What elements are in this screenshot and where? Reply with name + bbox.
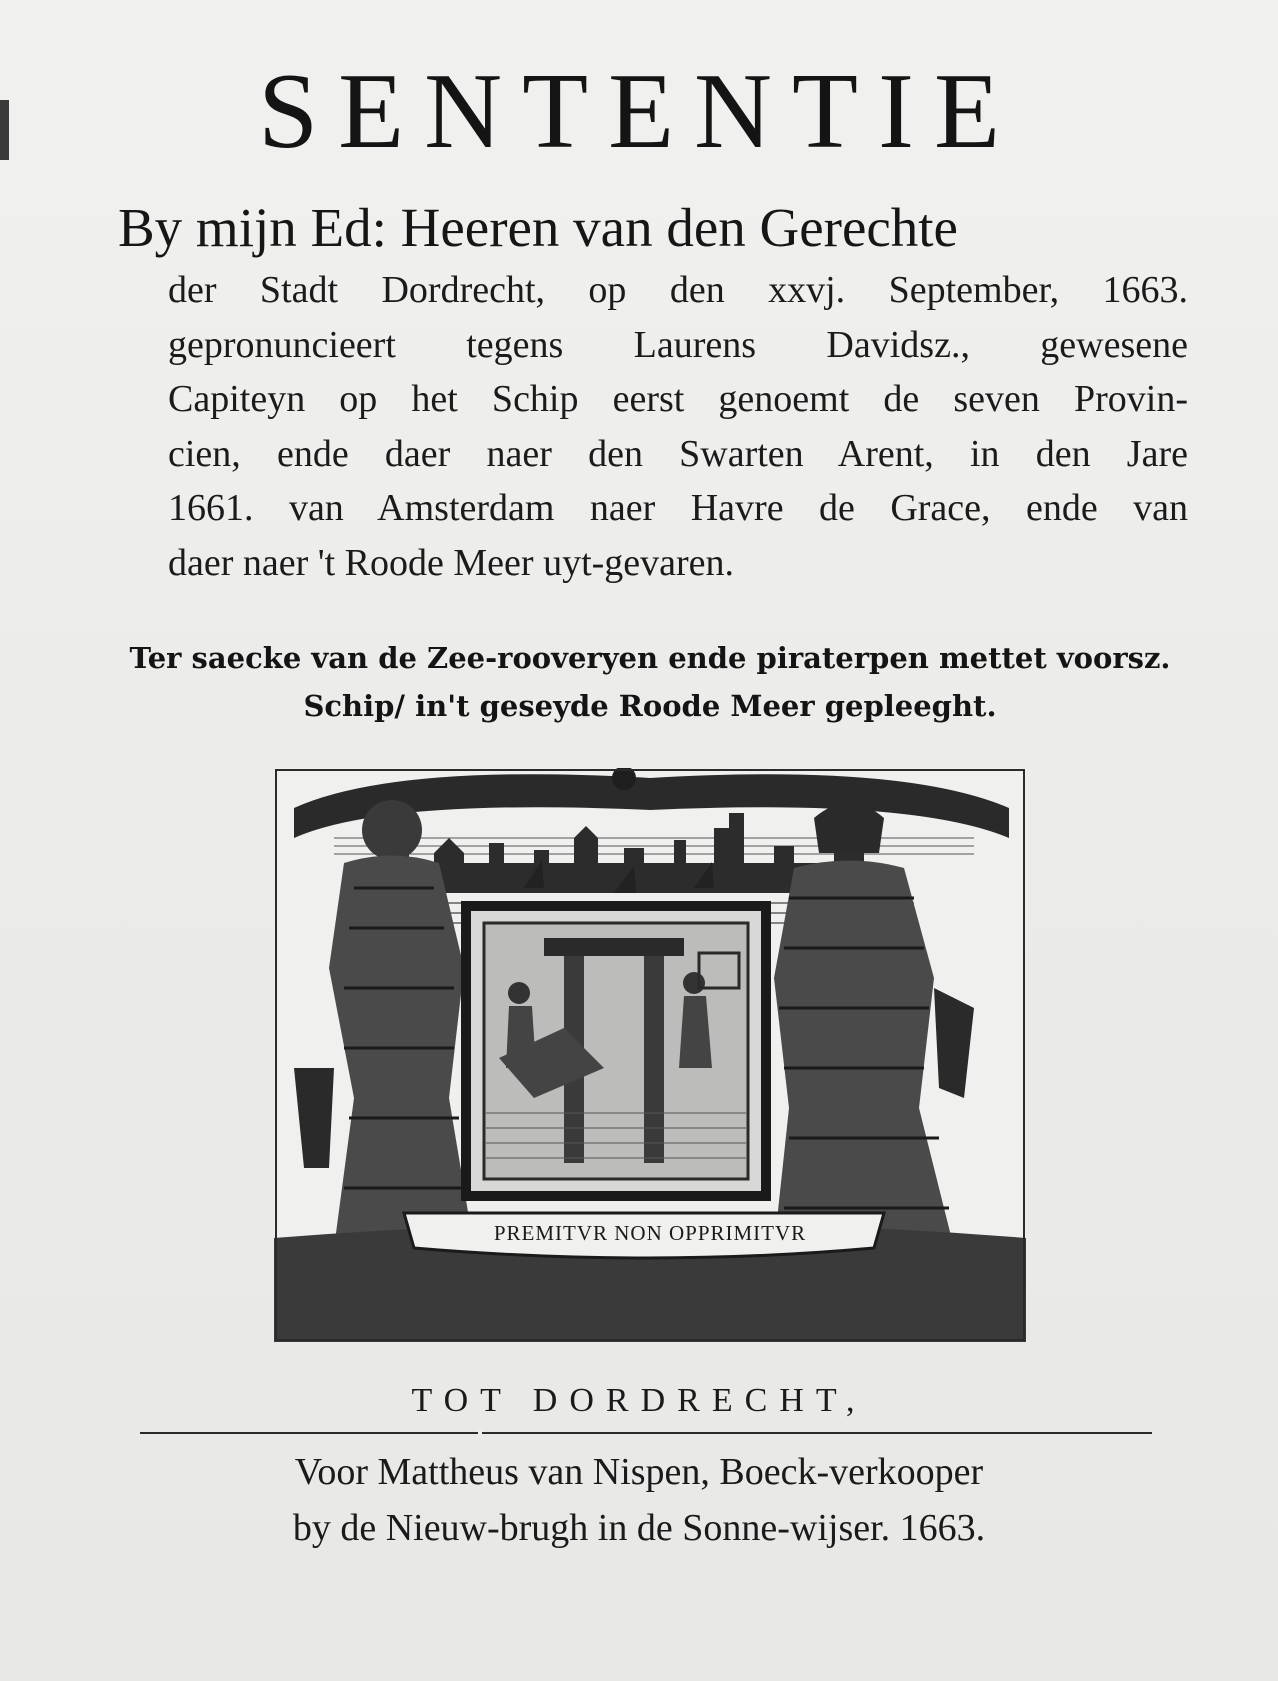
body-line: 1661. van Amsterdam naer Havre de Grace, ende van [168,487,1188,529]
blackletter-subtitle [120,634,1180,730]
body-line: gepronuncieert tegens Laurens Davidsz., gewesene [168,323,1188,366]
body-line: der Stadt Dordrecht, op den xxvj. September, 1663. [168,269,1188,311]
body-line: daer naer 't Roode Meer uyt-gevaren. [168,541,735,584]
woodcut-motto: PREMITVR NON OPPRIMITVR [493,1221,807,1245]
body-line: cien, ende daer naer den Swarten Arent, in den Jare [168,432,1188,475]
document-heading: By mijn Ed: Heeren van den Gerechte [118,197,958,258]
imprint-line: Voor Mattheus van Nispen, Boeck-verkooper [294,1451,984,1493]
document-title: SENTENTIE [258,52,1020,171]
blackletter-line: Ter saecke van de Zee-rooveryen ende piraterpen mettet voorsz. [129,641,1171,675]
title-body [168,263,1188,590]
printers-device-woodcut [274,768,1026,1342]
imprint-rule [140,1432,1152,1434]
woodcut-illustration [274,768,1026,1342]
imprint [0,1444,1278,1556]
imprint-line: by de Nieuw-brugh in de Sonne-wijser. 1663. [292,1507,986,1549]
helmet-icon [814,803,884,853]
body-line: Capiteyn op het Schip eerst genoemt de seven Provin- [168,378,1188,420]
place-of-publication: TOT DORDRECHT, [411,1382,867,1419]
printing-press-scene-icon [466,906,766,1196]
blackletter-line: Schip/ in't geseyde Roode Meer gepleeght. [303,689,997,723]
